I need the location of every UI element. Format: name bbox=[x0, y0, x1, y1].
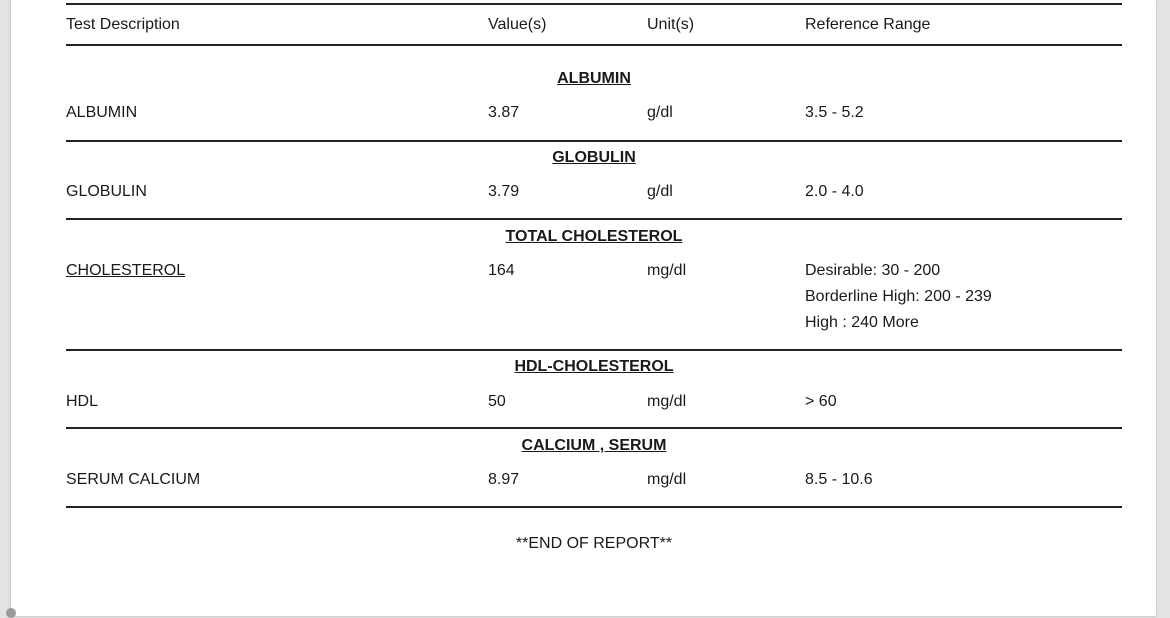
section-title-total-cholesterol: TOTAL CHOLESTEROL bbox=[505, 228, 683, 245]
header-top-rule bbox=[66, 3, 1122, 5]
section-divider bbox=[66, 349, 1122, 351]
value-cholesterol: 164 bbox=[488, 262, 515, 279]
unit-albumin: g/dl bbox=[647, 104, 673, 121]
test-name-globulin: GLOBULIN bbox=[66, 183, 147, 200]
report-page bbox=[11, 0, 1156, 616]
reference-range-line: Borderline High: 200 - 239 bbox=[805, 288, 992, 305]
section-divider bbox=[66, 427, 1122, 429]
unit-serum-calcium: mg/dl bbox=[647, 471, 687, 488]
header-test-description: Test Description bbox=[66, 16, 180, 33]
value-globulin: 3.79 bbox=[488, 183, 520, 200]
section-title-albumin: ALBUMIN bbox=[557, 70, 631, 87]
section-divider bbox=[66, 218, 1122, 220]
reference-range-hdl: > 60 bbox=[805, 393, 837, 410]
header-bottom-rule bbox=[66, 44, 1122, 46]
test-name-cholesterol-link[interactable]: CHOLESTEROL bbox=[66, 262, 186, 279]
section-title-globulin: GLOBULIN bbox=[552, 149, 636, 166]
value-albumin: 3.87 bbox=[488, 104, 520, 121]
reference-range-globulin: 2.0 - 4.0 bbox=[805, 183, 864, 200]
header-values: Value(s) bbox=[488, 16, 547, 33]
test-name-albumin: ALBUMIN bbox=[66, 104, 138, 121]
unit-globulin: g/dl bbox=[647, 183, 673, 200]
reference-range-cholesterol bbox=[805, 258, 992, 336]
section-title-hdl-cholesterol: HDL-CHOLESTEROL bbox=[514, 358, 674, 375]
section-divider bbox=[66, 140, 1122, 142]
value-serum-calcium: 8.97 bbox=[488, 471, 520, 488]
section-title-calcium-serum: CALCIUM , SERUM bbox=[521, 437, 667, 454]
scroll-indicator[interactable] bbox=[6, 608, 16, 618]
test-name-hdl: HDL bbox=[66, 393, 99, 410]
section-divider bbox=[66, 506, 1122, 508]
end-of-report: **END OF REPORT** bbox=[515, 535, 673, 552]
header-units: Unit(s) bbox=[647, 16, 695, 33]
unit-hdl: mg/dl bbox=[647, 393, 687, 410]
reference-range-line: Desirable: 30 - 200 bbox=[805, 262, 941, 279]
reference-range-serum-calcium: 8.5 - 10.6 bbox=[805, 471, 873, 488]
test-name-serum-calcium: SERUM CALCIUM bbox=[66, 471, 201, 488]
reference-range-line: High : 240 More bbox=[805, 314, 919, 331]
reference-range-albumin: 3.5 - 5.2 bbox=[805, 104, 864, 121]
header-reference-range: Reference Range bbox=[805, 16, 931, 33]
value-hdl: 50 bbox=[488, 393, 506, 410]
unit-cholesterol: mg/dl bbox=[647, 262, 687, 279]
